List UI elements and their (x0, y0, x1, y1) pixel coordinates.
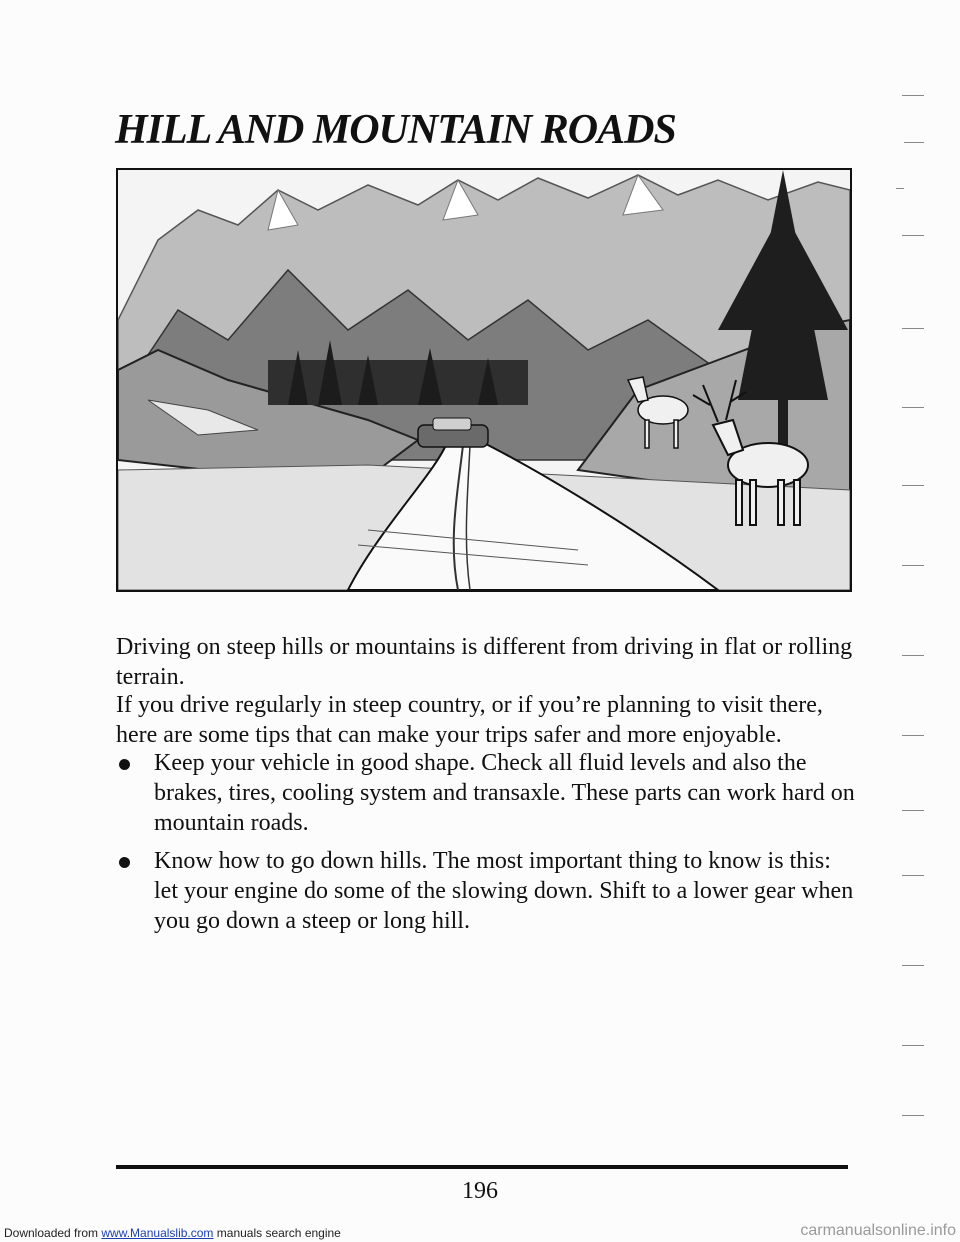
footer-rule (116, 1165, 848, 1169)
tip-text: Keep your vehicle in good shape. Check all fluid levels and also the brakes, tires, cooling system and transaxle. These parts can work hard on mountain roads. (154, 750, 855, 836)
intro-paragraph: Driving on steep hills or mountains is different from driving in flat or rolling terrain. (116, 634, 853, 690)
credit-suffix: manuals search engine (213, 1226, 341, 1240)
list-item (116, 846, 856, 936)
credit-prefix: Downloaded from (4, 1226, 102, 1240)
manualslib-link[interactable]: www.Manualslib.com (101, 1226, 214, 1240)
tips-list (116, 748, 856, 944)
page-title: HILL AND MOUNTAIN ROADS (115, 107, 676, 153)
bullet-icon (119, 759, 130, 770)
mountain-road-illustration (116, 168, 852, 592)
bullet-icon (119, 857, 130, 868)
list-item (116, 748, 856, 838)
mountain-scene-graphic (118, 170, 850, 590)
tip-text: Know how to go down hills. The most important thing to know is this: let your engine do some of the slowing down. Shift to a lower gear when you go down a steep or long hill. (154, 848, 854, 934)
watermark: carmanualsonline.info (800, 1222, 956, 1239)
download-credit (4, 1226, 341, 1240)
page-number: 196 (462, 1178, 498, 1204)
edge-scan-marks (890, 95, 930, 1195)
tips-intro-paragraph: If you drive regularly in steep country, or if you’re planning to visit there, here are some tips that can make your trips safer and more enjoyable. (116, 692, 823, 748)
